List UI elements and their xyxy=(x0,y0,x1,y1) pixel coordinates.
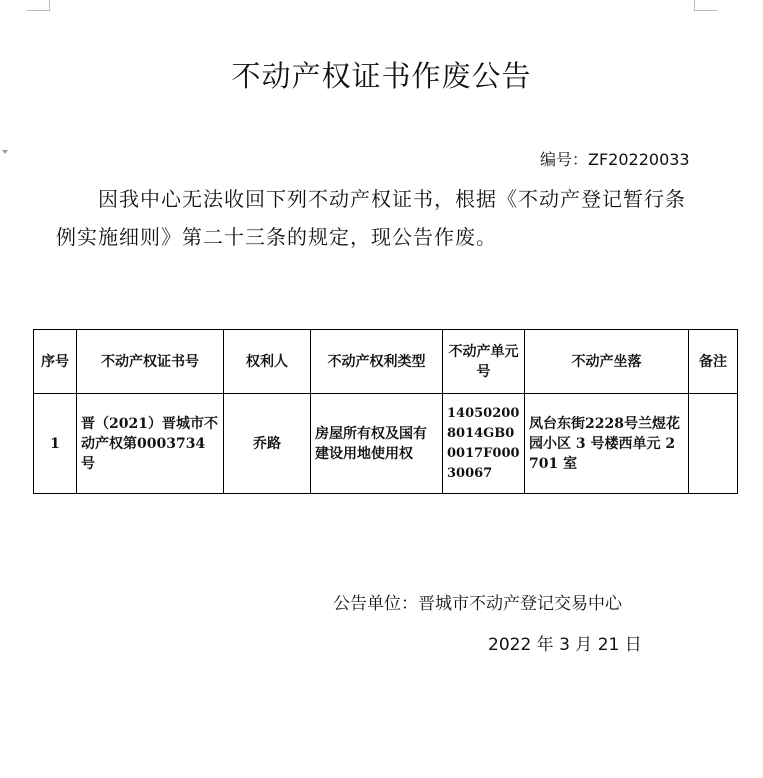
cell-seq: 1 xyxy=(34,394,77,494)
header-remark: 备注 xyxy=(689,330,738,394)
cell-unit-no: 140502008014GB00017F00030067 xyxy=(443,394,525,494)
cell-cert-no: 晋（2021）晋城市不动产权第0003734号 xyxy=(77,394,224,494)
header-right-type: 不动产权利类型 xyxy=(311,330,443,394)
header-cert-no: 不动产权证书号 xyxy=(77,330,224,394)
header-unit-no: 不动产单元号 xyxy=(443,330,525,394)
cell-right-type: 房屋所有权及国有建设用地使用权 xyxy=(311,394,443,494)
table-header-row xyxy=(34,330,738,394)
issuing-authority: 公告单位：晋城市不动产登记交易中心 xyxy=(333,594,622,614)
table-row xyxy=(34,394,738,494)
header-seq: 序号 xyxy=(34,330,77,394)
cell-holder: 乔路 xyxy=(224,394,311,494)
header-location: 不动产坐落 xyxy=(525,330,689,394)
document-number: 编号：ZF20220033 xyxy=(540,150,690,169)
page-title: 不动产权证书作废公告 xyxy=(231,59,532,93)
notice-body: 因我中心无法收回下列不动产权证书，根据《不动产登记暂行条例实施细则》第二十三条的规定，现公告作废。 xyxy=(56,187,686,249)
margin-caret-icon xyxy=(2,150,8,154)
crop-mark-top-left xyxy=(27,0,50,11)
crop-mark-top-right xyxy=(694,0,717,11)
cell-remark xyxy=(689,394,738,494)
notice-date: 2022 年 3 月 21 日 xyxy=(488,635,642,655)
void-certificates-table xyxy=(33,329,738,494)
cell-location: 凤台东街2228号兰煜花园小区 3 号楼西单元 2701 室 xyxy=(525,394,689,494)
header-holder: 权利人 xyxy=(224,330,311,394)
